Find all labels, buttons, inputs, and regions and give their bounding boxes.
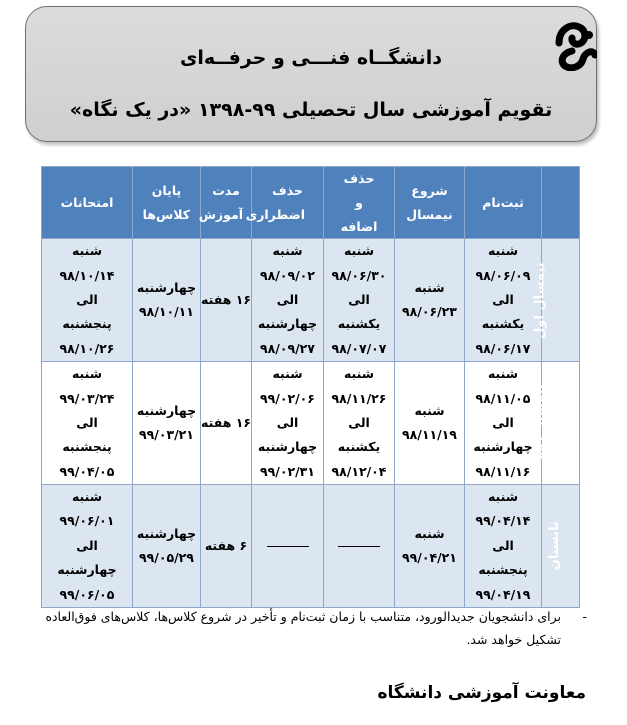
table-cell: شنبه ۹۸/۱۱/۲۶ الی یکشنبه ۹۸/۱۲/۰۴ (324, 362, 395, 485)
empty-cell (252, 485, 324, 608)
footnote-text: برای دانشجویان جدیدالورود، متناسب با زمان ثبت‌نام و تأخیر در شروع کلاس‌ها، کلاس‌های فوق‌العاده تشکیل خواهد شد. (45, 609, 561, 647)
header-banner (25, 6, 597, 142)
column-header: ثبت‌نام (465, 167, 542, 239)
table-row (42, 239, 580, 362)
column-header: حذف و اضافه (324, 167, 395, 239)
table-cell: ۶ هفته (201, 485, 252, 608)
column-header: امتحانات (42, 167, 133, 239)
table-header-row (42, 167, 580, 239)
column-header: حذف اضطراری (252, 167, 324, 239)
table-row (42, 485, 580, 608)
table-cell: شنبه ۹۹/۰۳/۲۴ الی پنجشنبه ۹۹/۰۴/۰۵ (42, 362, 133, 485)
university-title: دانشگــاه فنـــی و حرفــه‌ای (179, 47, 443, 69)
calendar-title: تقویم آموزشی سال تحصیلی ۹۹-۱۳۹۸ «در یک نگاه» (69, 99, 553, 121)
row-label: تابستان (542, 485, 580, 608)
table-cell: شنبه ۹۸/۰۶/۲۳ (395, 239, 465, 362)
academic-calendar-table (41, 166, 580, 608)
table-cell: شنبه ۹۸/۱۱/۰۵ الی چهارشنبه ۹۸/۱۱/۱۶ (465, 362, 542, 485)
table-cell: شنبه ۹۸/۱۰/۱۴ الی پنجشنبه ۹۸/۱۰/۲۶ (42, 239, 133, 362)
dash-mark (267, 546, 309, 547)
table-cell: ۱۶ هفته (201, 362, 252, 485)
table-cell: شنبه ۹۸/۰۶/۳۰ الی یکشنبه ۹۸/۰۷/۰۷ (324, 239, 395, 362)
table-cell: شنبه ۹۹/۰۴/۱۴ الی پنجشنبه ۹۹/۰۴/۱۹ (465, 485, 542, 608)
column-header: پایان کلاس‌ها (133, 167, 201, 239)
dash-mark (338, 546, 380, 547)
footnote (38, 605, 587, 651)
table-cell: شنبه ۹۸/۰۶/۰۹ الی یکشنبه ۹۸/۰۶/۱۷ (465, 239, 542, 362)
table-row (42, 362, 580, 485)
table-cell: چهارشنبه ۹۹/۰۳/۲۱ (133, 362, 201, 485)
table-cell: ۱۶ هفته (201, 239, 252, 362)
table-cell: شنبه ۹۸/۰۹/۰۲ الی چهارشنبه ۹۸/۰۹/۲۷ (252, 239, 324, 362)
row-label: نیمسال دوم (542, 362, 580, 485)
table-cell: شنبه ۹۹/۰۴/۲۱ (395, 485, 465, 608)
table-cell: چهارشنبه ۹۸/۱۰/۱۱ (133, 239, 201, 362)
table-cell: چهارشنبه ۹۹/۰۵/۲۹ (133, 485, 201, 608)
signature-line: معاونت آموزشی دانشگاه (377, 683, 586, 703)
bullet-mark: - (582, 609, 587, 624)
column-header: مدت آموزش (201, 167, 252, 239)
table-cell: شنبه ۹۸/۱۱/۱۹ (395, 362, 465, 485)
row-label: نیمسال اول (542, 239, 580, 362)
table-cell: شنبه ۹۹/۰۶/۰۱ الی چهارشنبه ۹۹/۰۶/۰۵ (42, 485, 133, 608)
empty-cell (324, 485, 395, 608)
corner-cell (542, 167, 580, 239)
column-header: شروع نیمسال (395, 167, 465, 239)
table-cell: شنبه ۹۹/۰۲/۰۶ الی چهارشنبه ۹۹/۰۲/۳۱ (252, 362, 324, 485)
